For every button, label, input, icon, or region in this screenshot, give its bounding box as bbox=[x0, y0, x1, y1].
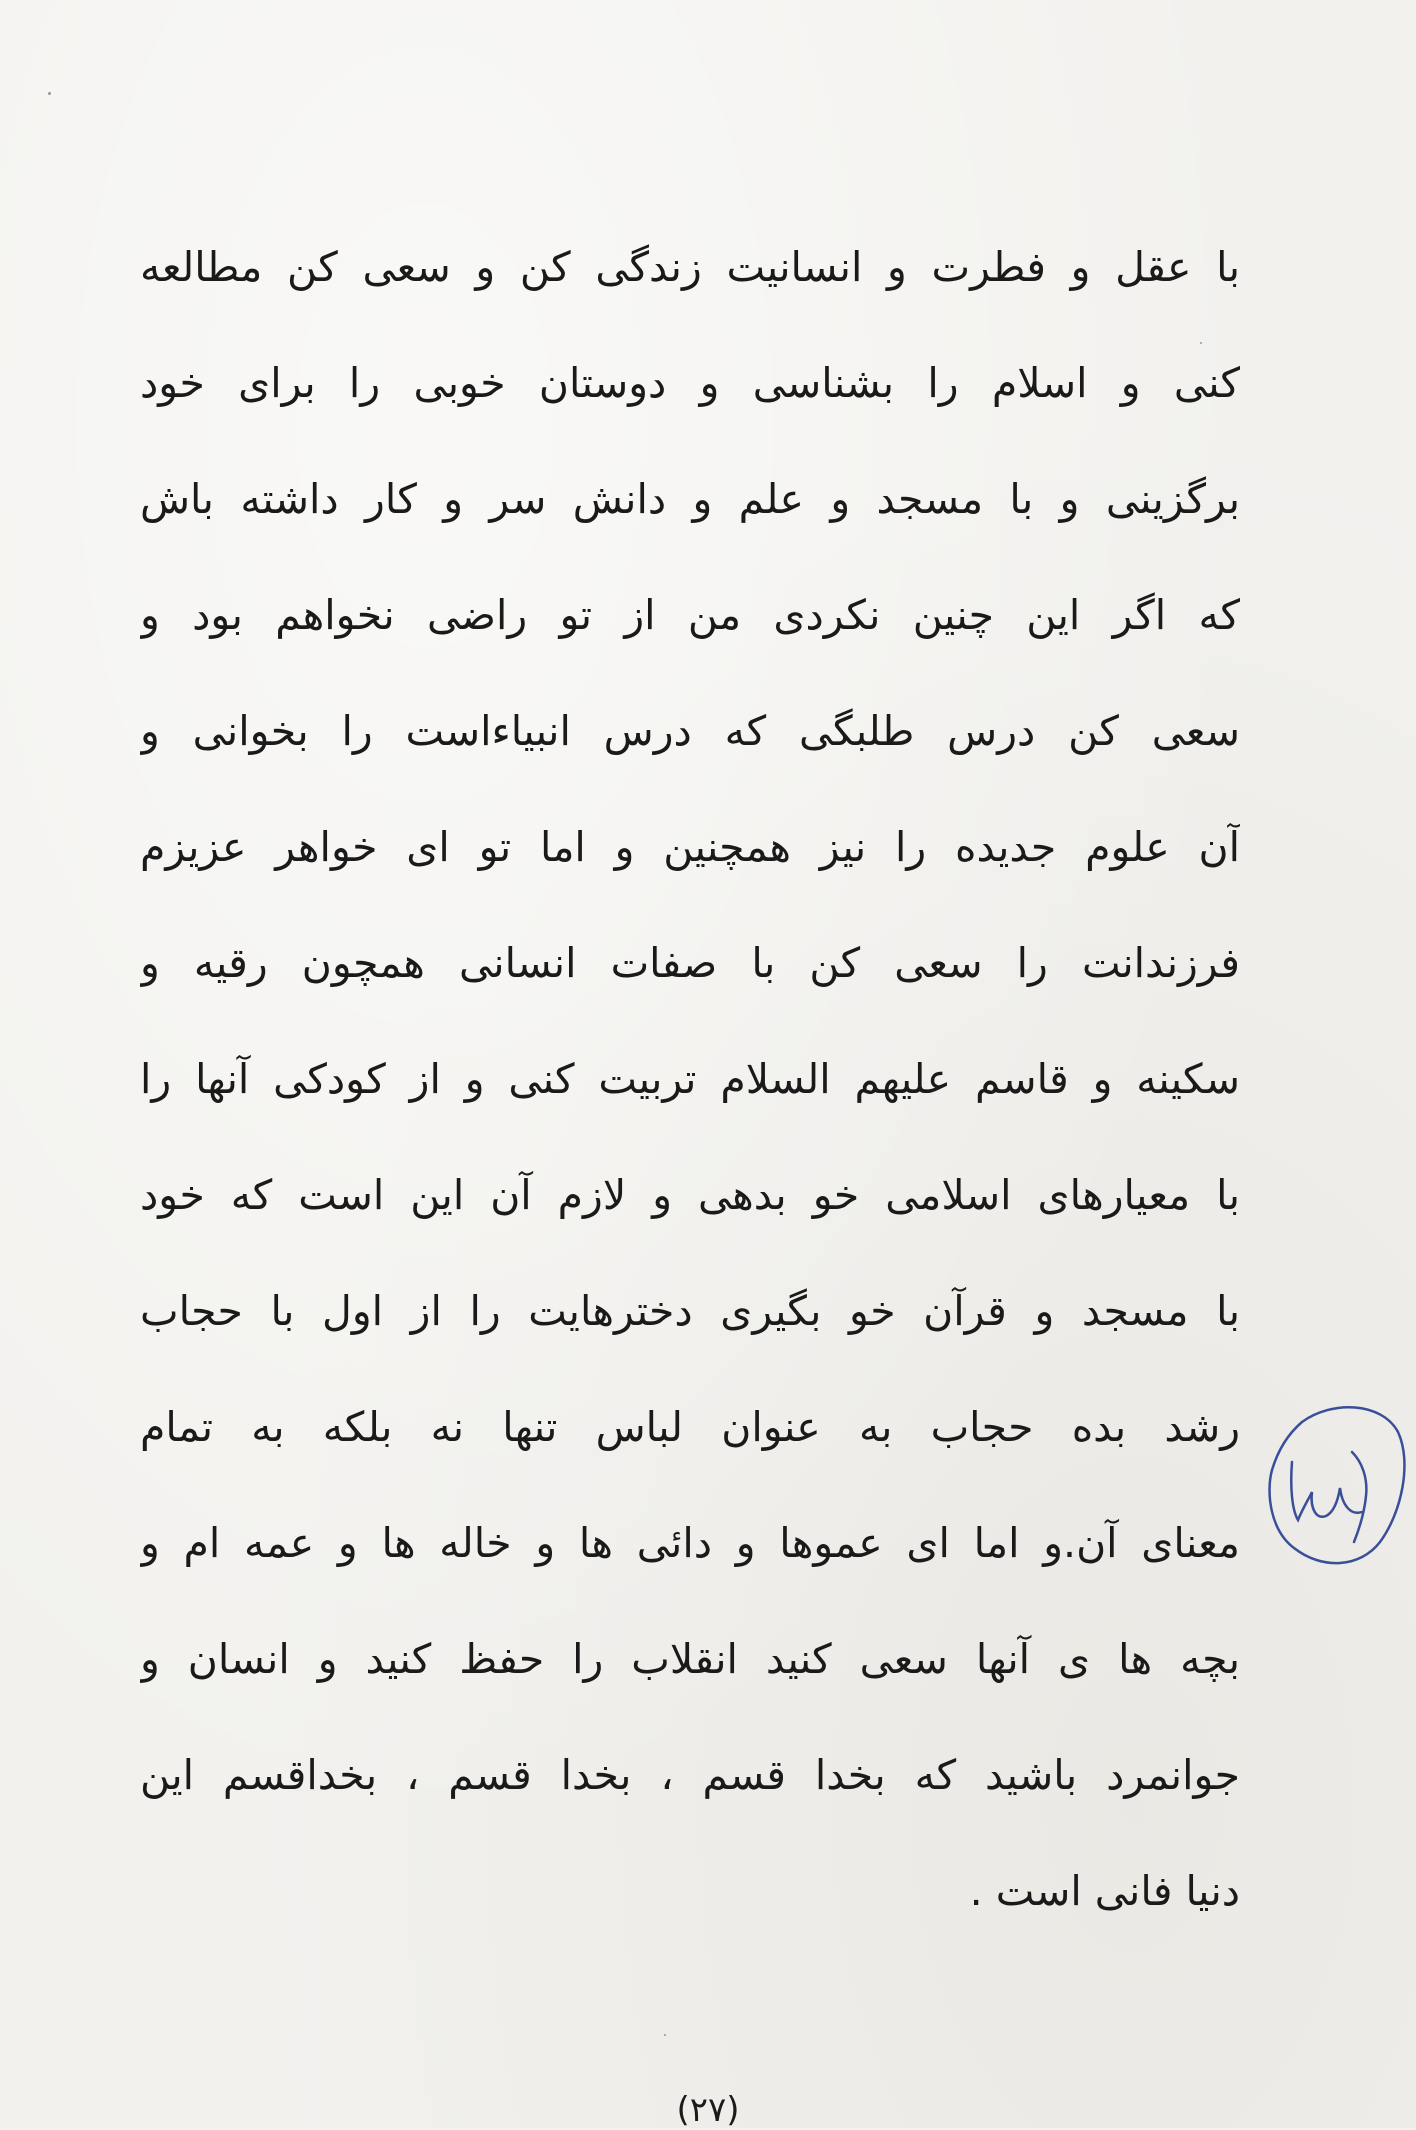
body-text bbox=[140, 232, 1240, 1972]
handwritten-page-mark bbox=[1262, 1392, 1412, 1582]
text-line-13: بچه ها ی آنها سعی کنید انقلاب را حفظ کنید و انسان و bbox=[140, 1635, 1240, 1683]
dust-speck bbox=[664, 2034, 666, 2036]
text-line-15: دنیا فانی است . bbox=[969, 1867, 1240, 1915]
text-line-7: فرزندانت را سعی کن با صفات انسانی همچون رقیه و bbox=[140, 939, 1240, 987]
text-line-2: کنی و اسلام را بشناسی و دوستان خوبی را برای خود bbox=[140, 359, 1240, 407]
text-line-8: سکینه و قاسم علیهم السلام تربیت کنی و از کودکی آنها را bbox=[140, 1055, 1240, 1103]
text-line-4: که اگر این چنین نکردی من از تو راضی نخواهم بود و bbox=[140, 591, 1240, 639]
text-line-14: جوانمرد باشید که بخدا قسم ، بخدا قسم ، بخداقسم این bbox=[140, 1751, 1240, 1799]
text-line-6: آن علوم جدیده را نیز همچنین و اما تو ای خواهر عزیزم bbox=[140, 823, 1240, 871]
text-line-12: معنای آن.و اما ای عموها و دائی ها و خاله ها و عمه ام و bbox=[140, 1519, 1240, 1567]
page-number: (۲۷) bbox=[676, 2090, 740, 2130]
text-line-9: با معیارهای اسلامی خو بدهی و لازم آن این است که خود bbox=[140, 1171, 1240, 1219]
text-line-3: برگزینی و با مسجد و علم و دانش سر و کار داشته باش bbox=[140, 475, 1240, 523]
text-line-1: با عقل و فطرت و انسانیت زندگی کن و سعی کن مطالعه bbox=[140, 243, 1240, 291]
text-line-5: سعی کن درس طلبگی که درس انبیاءاست را بخوانی و bbox=[140, 707, 1240, 755]
text-line-10: با مسجد و قرآن خو بگیری دخترهایت را از اول با حجاب bbox=[140, 1287, 1240, 1335]
dust-speck bbox=[48, 92, 51, 95]
text-line-11: رشد بده حجاب به عنوان لباس تنها نه بلکه به تمام bbox=[140, 1403, 1240, 1451]
